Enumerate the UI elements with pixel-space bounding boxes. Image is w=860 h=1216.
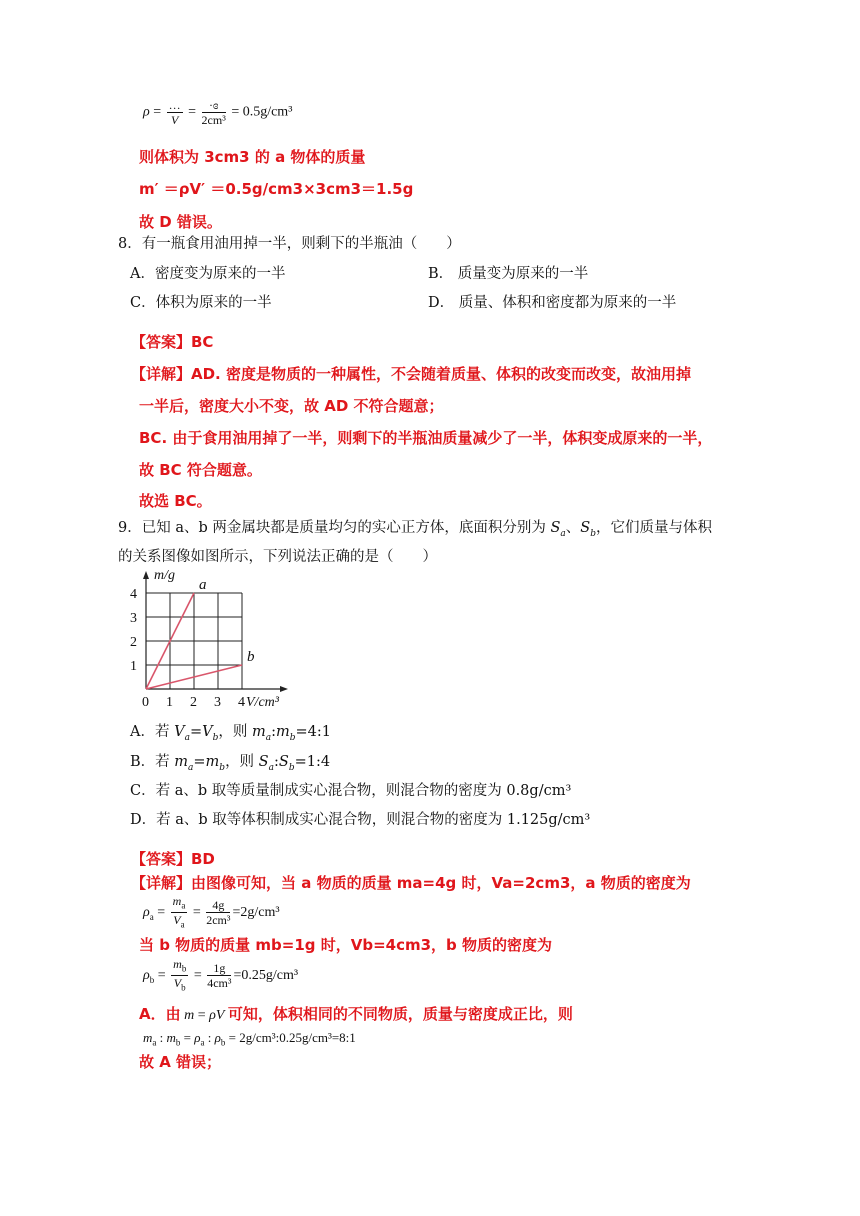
x-tick-label: 0 — [142, 695, 149, 710]
question-9-detail-2: 当 b 物质的质量 mb=1g 时，Vb=4cm3，b 物质的密度为 — [139, 936, 553, 954]
question-8-option-d: D． 质量、体积和密度都为原来的一半 — [428, 295, 677, 311]
prev-solution-line3: 故 D 错误。 — [139, 213, 222, 231]
question-9-option-c: C．若 a、b 取等质量制成实心混合物，则混合物的密度为 0.8g/cm³ — [130, 783, 572, 799]
question-8-answer: 【答案】BC — [131, 333, 214, 351]
y-axis-arrow — [143, 571, 149, 579]
question-8-detail-4: 故 BC 符合题意。 — [139, 461, 262, 479]
chart-axes — [143, 571, 288, 692]
question-8-detail-1: 【详解】AD. 密度是物质的一种属性，不会随着质量、体积的改变而改变，故油用掉 — [131, 365, 691, 383]
y-tick-label: 1 — [130, 659, 137, 674]
question-9-stem-line1: 9．已知 a、b 两金属块都是质量均匀的实心正方体，底面积分别为 $S_a$、$S_b$，它们质量与体积 — [118, 520, 712, 539]
y-tick-label: 4 — [130, 587, 137, 602]
x-axis-label: V/cm³ — [246, 695, 279, 710]
question-9-option-a: A．若 $V_a=V_b$，则 $m_a:m_b=4:1$ — [130, 724, 331, 743]
question-9-ratio-line: $m_a$ : $m_b = \rho_a$ : $\rho_b$ = 2g/cm³:0.25g/cm³=8:1 — [143, 1030, 356, 1048]
question-9-answer: 【答案】BD — [131, 850, 215, 868]
prev-solution-line2: m′ ＝ρV′ ＝0.5g/cm3×3cm3＝1.5g — [139, 180, 414, 198]
series-label-a: a — [199, 577, 207, 593]
prev-solution-line1: 则体积为 3cm3 的 a 物体的质量 — [139, 148, 366, 166]
question-9-option-d: D．若 a、b 取等体积制成实心混合物，则混合物的密度为 1.125g/cm³ — [130, 812, 591, 828]
question-8-stem: 8．有一瓶食用油用掉一半，则剩下的半瓶油（ ） — [118, 236, 461, 252]
x-tick-label: 4 — [238, 695, 245, 710]
x-axis-arrow — [280, 686, 288, 692]
question-9-detail-1: 【详解】由图像可知，当 a 物质的质量 ma=4g 时，Va=2cm3，a 物质的密度为 — [131, 874, 691, 892]
y-axis-label: m/g — [154, 568, 175, 583]
y-tick-label: 2 — [130, 635, 137, 650]
mass-volume-chart — [120, 562, 310, 722]
question-9-detail-3: A．由 m = ρV 可知，体积相同的不同物质，质量与密度成正比，则 — [139, 1005, 573, 1023]
chart-grid — [146, 593, 242, 689]
question-8-option-b: B． 质量变为原来的一半 — [428, 266, 589, 282]
density-b-formula: $\rho_b$ = $\frac{m_b}{V_b}$ = $\frac{1g}{\text{4cm³}}$ =0.25g/cm³ — [143, 957, 299, 993]
x-tick-label: 1 — [166, 695, 173, 710]
question-9-option-b: B．若 $m_a=m_b$，则 $S_a:S_b=1:4$ — [130, 754, 331, 773]
question-9-detail-4: 故 A 错误； — [139, 1053, 222, 1071]
question-8-detail-5: 故选 BC。 — [139, 492, 212, 510]
density-a-formula: $\rho_a$ = $\frac{m_a}{V_a}$ = $\frac{4g}{\text{2cm³}}$ =2g/cm³ — [143, 894, 280, 930]
fraction-numerator: … — [168, 98, 181, 112]
question-9-stem-line2: 的关系图像如图所示，下列说法正确的是（ ） — [118, 549, 437, 565]
question-8-detail-2: 一半后，密度大小不变，故 AD 不符合题意； — [139, 397, 444, 415]
x-tick-label: 3 — [214, 695, 221, 710]
x-tick-label: 2 — [190, 695, 197, 710]
question-8-option-c: C．体积为原来的一半 — [130, 295, 272, 311]
question-8-detail-3: BC. 由于食用油用掉了一半，则剩下的半瓶油质量减少了一半，体积变成原来的一半， — [139, 429, 713, 447]
y-tick-label: 3 — [130, 611, 137, 626]
density-formula-top: ρ = $\frac{\dots}{V}$ = $\frac{\text{·ɞ}}{\text{2cm³}}$ = 0.5g/cm³ — [143, 98, 293, 127]
series-label-b: b — [247, 649, 255, 665]
question-8-option-a: A．密度变为原来的一半 — [130, 266, 286, 282]
